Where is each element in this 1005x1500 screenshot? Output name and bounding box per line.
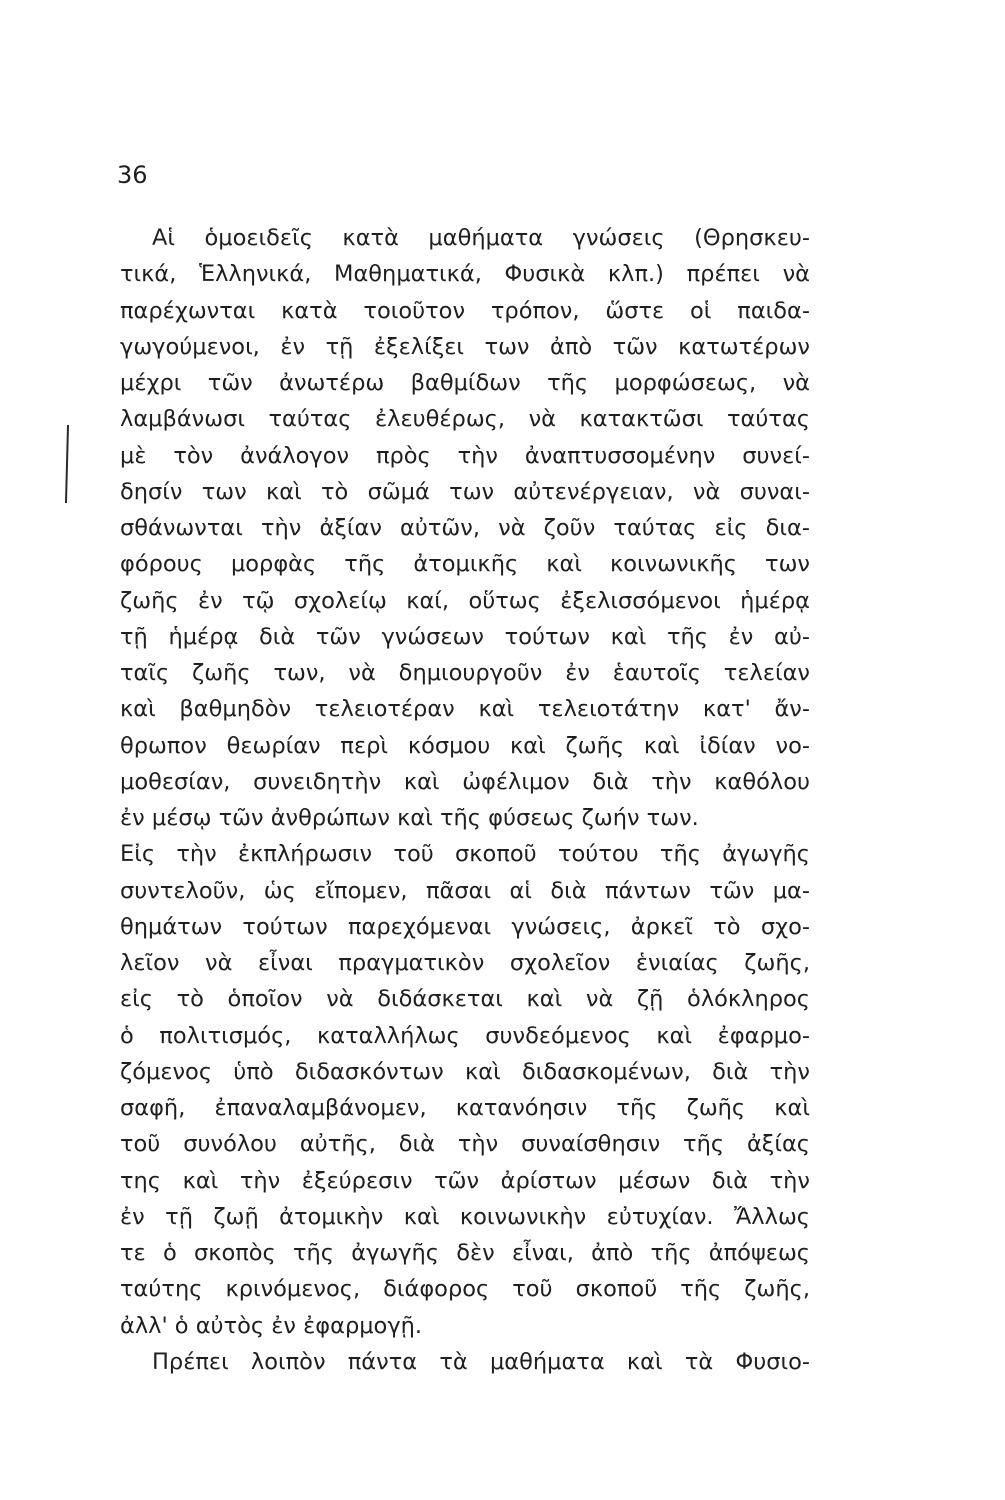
text-line: λεῖον νὰ εἶναι πραγματικὸν σχολεῖον ἑνιαίας ζωῆς,: [120, 950, 810, 976]
text-line: ζόμενος ὑπὸ διδασκόντων καὶ διδασκομένων, διὰ τὴν: [120, 1058, 810, 1085]
text-line: της καὶ τὴν ἐξεύρεσιν τῶν ἀρίστων μέσων διὰ τὴν: [120, 1167, 810, 1194]
text-line: τοῦ συνόλου αὐτῆς, διὰ τὴν συναίσθησιν τῆς ἀξίας: [120, 1131, 810, 1158]
text-line: θρωπον θεωρίαν περὶ κόσμου καὶ ζωῆς καὶ ἰδίαν νο-: [120, 732, 810, 759]
text-line: Αἱ ὁμοειδεῖς κατὰ μαθήματα γνώσεις (Θρησκευ-: [152, 225, 810, 251]
text-line: μέχρι τῶν ἀνωτέρω βαθμίδων τῆς μορφώσεως, νὰ: [120, 370, 810, 396]
text-line: σθάνωνται τὴν ἀξίαν αὐτῶν, νὰ ζοῦν ταύτας εἰς δια-: [120, 515, 810, 541]
text-line: φόρους μορφὰς τῆς ἀτομικῆς καὶ κοινωνικῆς των: [120, 551, 810, 578]
text-line: ἐν τῇ ζωῇ ἀτομικὴν καὶ κοινωνικὴν εὐτυχίαν. Ἄλλως: [120, 1203, 810, 1230]
text-line: σαφῆ, ἐπαναλαμβάνομεν, κατανόησιν τῆς ζωῆς καὶ: [120, 1095, 810, 1121]
text-line: ζωῆς ἐν τῷ σχολείῳ καί, οὕτως ἐξελισσόμενοι ἡμέρᾳ: [120, 587, 810, 614]
text-line: εἰς τὸ ὁποῖον νὰ διδάσκεται καὶ νὰ ζῇ ὁλόκληρος: [120, 986, 810, 1013]
text-line: Πρέπει λοιπὸν πάντα τὰ μαθήματα καὶ τὰ Φυσιο-: [152, 1348, 810, 1375]
text-line: ὁ πολιτισμός, καταλλήλως συνδεόμενος καὶ ἐφαρμο-: [120, 1022, 810, 1049]
body-text: [120, 220, 810, 1380]
margin-mark: [65, 425, 69, 503]
text-line: παρέχωνται κατὰ τοιοῦτον τρόπον, ὥστε οἱ παιδα-: [120, 297, 810, 324]
text-line: ἀλλ' ὁ αὐτὸς ἐν ἐφαρμογῇ.: [120, 1312, 423, 1339]
page-number: 36: [117, 161, 148, 189]
text-line: ταῖς ζωῆς των, νὰ δημιουργοῦν ἐν ἑαυτοῖς τελείαν: [120, 660, 810, 686]
text-line: συντελοῦν, ὡς εἴπομεν, πᾶσαι αἱ διὰ πάντων τῶν μα-: [120, 877, 810, 904]
text-line: λαμβάνωσι ταύτας ἐλευθέρως, νὰ κατακτῶσι ταύτας: [120, 406, 810, 433]
text-line: θημάτων τούτων παρεχόμεναι γνώσεις, ἀρκεῖ τὸ σχο-: [120, 913, 810, 940]
text-line: ταύτης κρινόμενος, διάφορος τοῦ σκοποῦ τῆς ζωῆς,: [120, 1276, 810, 1303]
text-line: γωγούμενοι, ἐν τῇ ἐξελίξει των ἀπὸ τῶν κατωτέρων: [120, 333, 810, 360]
text-line: καὶ βαθμηδὸν τελειοτέραν καὶ τελειοτάτην κατ' ἄν-: [120, 696, 810, 723]
text-line: τῇ ἡμέρᾳ διὰ τῶν γνώσεων τούτων καὶ τῆς ἐν αὐ-: [120, 623, 810, 650]
text-line: Εἰς τὴν ἐκπλήρωσιν τοῦ σκοποῦ τούτου τῆς ἀγωγῆς: [120, 841, 810, 868]
text-line: μὲ τὸν ἀνάλογον πρὸς τὴν ἀναπτυσσομένην συνεί-: [120, 442, 810, 469]
text-line: δησίν των καὶ τὸ σῶμά των αὐτενέργειαν, νὰ συναι-: [120, 478, 810, 505]
text-line: τε ὁ σκοπὸς τῆς ἀγωγῆς δὲν εἶναι, ἀπὸ τῆς ἀπόψεως: [120, 1240, 810, 1266]
text-line: τικά, Ἑλληνικά, Μαθηματικά, Φυσικὰ κλπ.) πρέπει νὰ: [120, 261, 810, 288]
text-line: ἐν μέσῳ τῶν ἀνθρώπων καὶ τῆς φύσεως ζωήν των.: [120, 805, 699, 831]
text-line: μοθεσίαν, συνειδητὴν καὶ ὠφέλιμον διὰ τὴν καθόλου: [120, 768, 810, 795]
